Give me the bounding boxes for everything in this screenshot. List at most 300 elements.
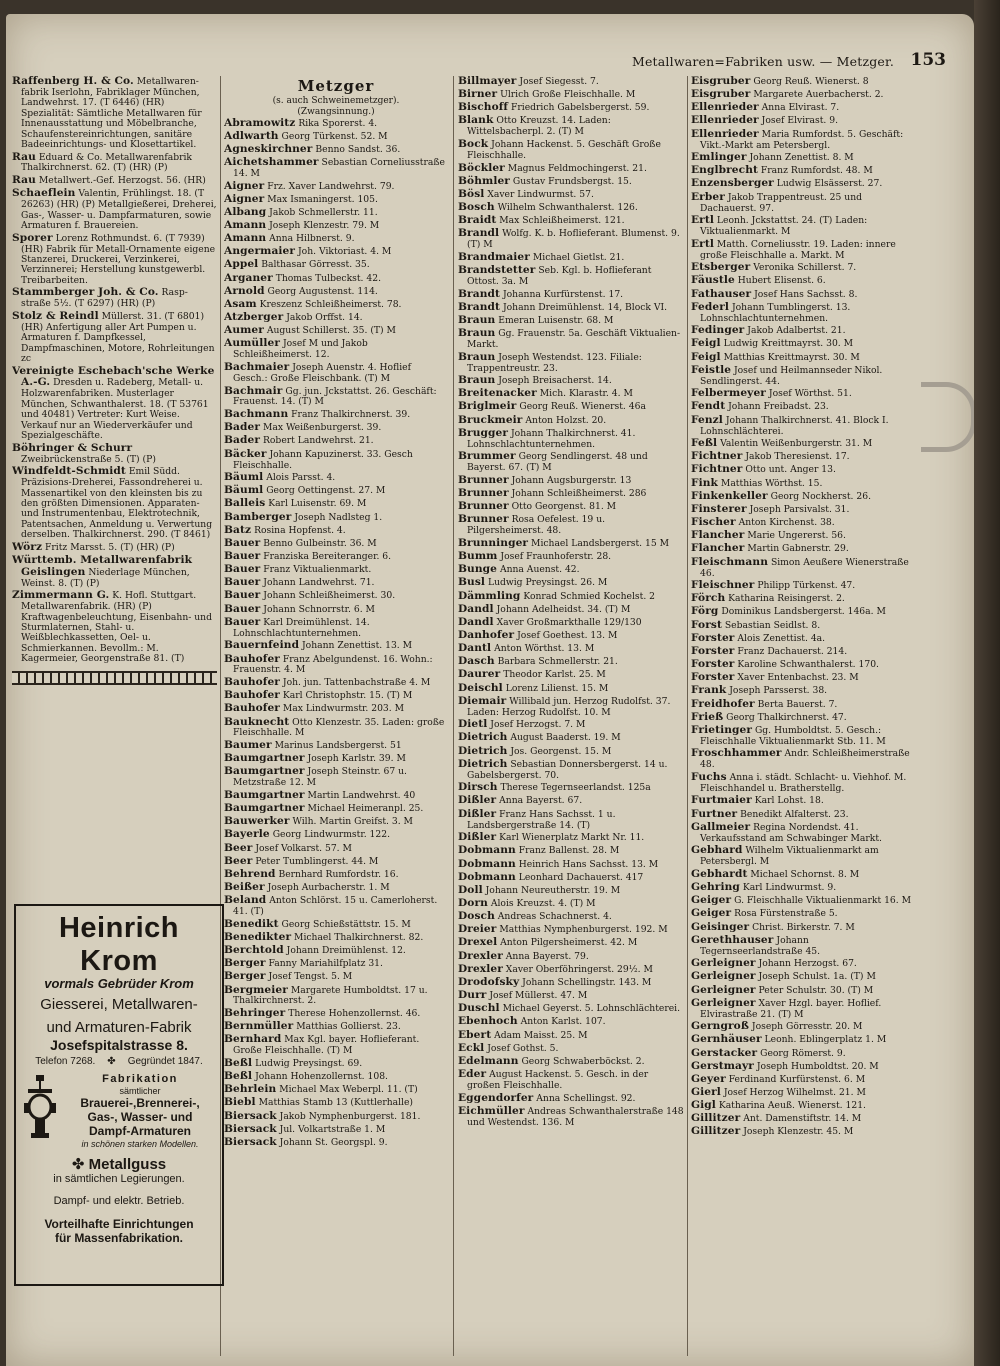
entry-details: Ant. Damenstiftstr. 14. M [743,1113,862,1125]
directory-entry [691,869,911,881]
directory-entry [224,958,448,970]
entry-details: Georg Augustenst. 114. [267,285,378,297]
entry-name: Gillitzer [691,1112,741,1125]
entry-name: Forster [691,658,735,671]
entry-details: Zweibrückenstraße 5. (T) (P) [21,453,156,465]
entry-name: Asam [224,297,257,310]
directory-entry [224,325,448,337]
entry-details: Thomas Tulbeckst. 42. [275,272,381,284]
entry-name: Busl [458,576,486,589]
entry-details: Anton Pilgersheimerst. 42. M [500,937,638,949]
directory-entry [224,945,448,957]
entry-details: Josef Wörthst. 51. [768,388,852,400]
entry-details: Georg Oettingenst. 27. M [266,485,386,497]
directory-entry [224,118,448,130]
entry-name: Dämmling [458,589,521,602]
entry-details: Xaver Entenbachst. 23. M [737,672,859,684]
entry-name: Benedikter [224,930,292,943]
entry-details: Johann Schleißheimerst. 30. [263,590,396,602]
directory-entry [691,352,911,364]
entry-name: Dobmann [458,844,516,857]
ad-founded: Gegründet 1847. [127,1055,203,1067]
entry-details: Johann Tumblingerst. 13. Lohnschlachtunternehmen. [700,301,851,324]
entry-name: Bischoff [458,101,509,114]
entry-details: Johann Hohenzollernst. 108. [255,1071,388,1083]
entry-details: Georg Reuß. Wienerst. 46a [519,401,646,413]
entry-details: Wilhelm Schwanthalerst. 126. [497,202,638,214]
entry-name: Aichetshammer [224,156,319,168]
directory-entry [458,683,684,695]
directory-entry [458,832,684,844]
entry-name: Ebenhoch [458,1015,518,1028]
entry-details: Max Lindwurmstr. 203. M [282,703,405,715]
entry-name: Emlinger [691,151,747,164]
entry-name: Brandl [458,227,500,240]
entry-details: Georg Lindwurmstr. 122. [272,829,390,841]
directory-entry [458,1056,684,1068]
entry-details: Peter Schulstr. 30. (T) M [758,984,874,996]
entry-name: Bamberger [224,510,292,523]
directory-entry [224,677,448,689]
entry-name: Feßl [691,437,718,450]
entry-details: Gg. Humboldtst. 5. Gesch.: Fleischhalle Viktualienmarkt Stb. 11. M [700,724,886,747]
entry-details: August Schillerst. 35. (T) M [266,325,396,337]
entry-name: Raffenberg H. & Co. [12,76,134,87]
directory-entry [691,289,911,301]
directory-entry [224,985,448,1007]
entry-name: Feigl [691,350,721,363]
entry-name: Fedinger [691,324,745,337]
entry-name: Aigner [224,192,265,205]
entry-name: Deischl [458,681,503,694]
entry-name: Eichmüller [458,1104,525,1117]
directory-entry [224,299,448,311]
entry-details: Mich. Klarastr. 4. M [539,388,633,400]
directory-entry [224,604,448,616]
entry-details: Rasp-straße 5½. (T 6297) (HR) (P) [21,287,188,310]
directory-entry [458,696,684,718]
entry-details: Johann Adelheidst. 34. (T) M [496,603,631,615]
entry-name: Brunner [458,500,509,513]
directory-entry [12,590,217,664]
entry-name: Fleischmann [691,555,769,568]
entry-name: Dietl [458,718,488,731]
directory-entry [458,501,684,513]
entry-details: Friedrich Gabelsbergerst. 59. [511,102,650,114]
directory-entry [458,911,684,923]
directory-entry [691,415,911,437]
entry-name: Finsterer [691,502,747,515]
section-title: Metzger [297,77,375,95]
directory-entry [224,654,448,676]
entry-name: Dandl [458,615,494,628]
directory-entry [691,152,911,164]
entry-name: Agneskirchner [224,142,313,155]
entry-details: Hubert Elisenst. 6. [737,275,826,287]
directory-entry [224,843,448,855]
entry-name: Edelmann [458,1054,519,1067]
entry-name: Amann [224,232,267,245]
ad-fab-line: Gas-, Wasser- und [87,1110,193,1125]
entry-details: Georg Nockherst. 26. [770,490,871,502]
entry-details: Jakob Nymphenburgerst. 181. [279,1110,421,1122]
entry-details: Berta Bauerst. 7. [757,698,838,710]
entry-details: Willibald jun. Herzog Rudolfst. 37. Laden: Herzog Rudolfst. 10. M [467,695,671,718]
entry-details: Karl Christophstr. 15. (T) M [282,690,413,702]
entry-details: Joseph Steinstr. 67 u. Metzstraße 12. M [233,766,407,789]
entry-name: Fuchs [691,770,727,783]
entry-details: Rosa Fürstenstraße 5. [734,908,838,920]
entry-details: Max Schleißheimerst. 121. [499,215,625,227]
entry-name: Bäuml [224,484,264,497]
entry-name: Bösl [458,187,485,200]
entry-details: Otto Georgenst. 81. M [511,501,617,513]
directory-entry [458,1030,684,1042]
entry-list [12,76,217,665]
entry-details: Joseph Karlstr. 39. M [307,753,406,765]
entry-details: Alois Kreuzst. 4. (T) M [490,897,596,909]
directory-entry [458,451,684,473]
directory-entry [224,882,448,894]
directory-entry [691,262,911,274]
entry-name: Bauknecht [224,715,290,728]
directory-entry [691,672,911,684]
entry-name: Böhmler [458,174,510,187]
entry-details: Joseph Breisacherst. 14. [498,375,612,387]
directory-entry [691,517,911,529]
ad-metallguss [16,1155,222,1173]
directory-entry [12,188,217,231]
entry-details: Johann Kapuzinerst. 33. Gesch Fleischhalle. [233,448,413,471]
directory-entry [691,451,911,463]
entry-details: G. Fleischhalle Viktualienmarkt 16. M [734,895,911,907]
entry-name: Albang [224,205,267,218]
entry-details: K. Hofl. Stuttgart. Metallwarenfabrik. (HR) (P) Kraftwagenbeleuchtung, Eisenbahn- und Sturmlaternen, Stahl- u. Weißblechkassetten, Oel- u. Schmierkannen. Bevollm.: M. Kagermeier, Georgenstraße 81. (T) [21,590,212,665]
entry-name: Windfeldt-Schmidt [12,465,126,478]
entry-details: Johann Zenettist. 8. M [749,152,854,164]
paper-clip [921,382,974,452]
entry-name: Aumer [224,324,264,337]
directory-entry [458,428,684,450]
entry-details: Anton Karlst. 107. [520,1016,606,1028]
entry-name: Brugger [458,426,509,439]
flower-icon: ✤ [71,1156,89,1174]
entry-details: Georg Schießstättstr. 15. M [281,918,411,930]
entry-details: Rosina Hopfenst. 4. [254,524,346,536]
entry-name: Dantl [458,642,492,655]
entry-details: Ferdinand Kurfürstenst. 6. M [728,1073,866,1085]
entry-details: Johann Schellingstr. 143. M [522,976,652,988]
entry-name: Bader [224,434,261,447]
entry-list [691,76,911,1138]
entry-details: Johann Dreimühlenst. 12. [286,945,406,957]
directory-entry [691,1113,911,1125]
directory-entry [224,220,448,232]
entry-details: Philipp Türkenst. 47. [757,580,856,592]
entry-name: Furtner [691,807,738,820]
directory-entry [691,89,911,101]
entry-details: August Baaderst. 19. M [510,732,621,744]
directory-entry [458,551,684,563]
directory-entry [691,129,911,151]
directory-entry [691,325,911,337]
directory-entry [458,643,684,655]
entry-name: Beißer [224,881,265,894]
entry-details: Joseph Auenstr. 4. Hoflief Gesch.: Große Fleischbank. (T) M [233,361,411,384]
entry-name: Brunner [458,487,509,500]
running-header [6,50,964,74]
entry-details: Margarete Humboldtst. 17 u. Thalkirchnerst. 2. [233,984,428,1007]
entry-details: Karoline Schwanthalerst. 170. [737,659,879,671]
directory-entry [458,388,684,400]
directory-entry [691,580,911,592]
column-3 [458,76,684,1356]
entry-details: Xaver Hzgl. bayer. Hoflief. Elvirastraße 21. (T) M [700,997,882,1020]
directory-entry [691,401,911,413]
entry-name: Bader [224,421,261,434]
entry-name: Fäustle [691,274,735,287]
directory-entry [458,937,684,949]
entry-name: Furtmaier [691,794,752,807]
entry-name: Gerstacker [691,1046,758,1059]
entry-details: Sebastian Donnersbergerst. 14 u. Gabelsbergerst. 70. [467,758,668,781]
entry-name: Forster [691,644,735,657]
entry-name: Geyer [691,1072,726,1085]
directory-entry [458,375,684,387]
entry-details: Anton Wörthst. 13. M [494,643,595,655]
entry-list [224,118,448,1149]
directory-entry [458,977,684,989]
entry-name: Dietrich [458,757,508,770]
entry-details: Christ. Birkerstr. 7. M [752,921,855,933]
entry-details: Valentin, Frühlingst. 18. (T 26263) (HR) (P) Metallgießerei, Dreherei, Gas-, Wasser- u. Dampfarmaturen, sowie Armaturen f. Brauereien. [21,188,217,231]
column-1 [12,76,217,884]
entry-details: Katharina Reisingerst. 2. [728,593,845,605]
directory-entry [12,175,217,187]
entry-name: Ellenrieder [691,101,759,114]
directory-entry [691,822,911,844]
directory-entry [458,591,684,603]
entry-name: Bayerle [224,828,270,841]
entry-name: Berger [224,970,266,983]
entry-details: Jul. Volkartstraße 1. M [279,1123,386,1135]
entry-name: Gerleigner [691,957,756,970]
entry-details: Franziska Bereiteranger. 6. [263,551,392,563]
valve-icon [22,1073,58,1143]
entry-name: Bauer [224,563,261,576]
entry-name: Berger [224,957,266,970]
entry-details: Xaver Großmarkthalle 129/130 [496,616,642,628]
directory-entry [224,273,448,285]
entry-name: Stolz & Reindl [12,309,99,322]
ornament-divider [12,671,217,685]
directory-entry [224,525,448,537]
entry-name: Eckl [458,1041,485,1054]
directory-entry [224,740,448,752]
entry-name: Eisgruber [691,76,751,87]
entry-details: Joseph Aurbacherstr. 1. M [267,882,390,894]
entry-name: Geiger [691,894,732,907]
directory-entry [458,564,684,576]
entry-details: Martin Gabnerstr. 29. [747,543,849,555]
entry-name: Gebhardt [691,867,748,880]
entry-details: Wilhelm Viktualienmarkt am Petersbergl. M [700,845,879,868]
directory-entry [691,438,911,450]
entry-name: Behrend [224,867,276,880]
entry-details: Georg Türkenst. 52. M [281,130,388,142]
entry-details: Joseph Klenzestr. 79. M [269,220,380,232]
entry-name: Eisgruber [691,88,751,101]
directory-entry [691,795,911,807]
directory-entry [224,577,448,589]
entry-details: Anton Holzst. 20. [525,414,607,426]
entry-name: Bachmann [224,408,289,421]
entry-details: Magnus Feldmochingerst. 21. [507,162,647,174]
directory-entry [458,964,684,976]
directory-entry [458,990,684,1002]
entry-details: Johann Thalkirchnerst. 41. Block I. Lohnschlächterei. [700,414,889,437]
entry-name: Bauhofer [224,676,280,689]
entry-details: Max Weißenburgerst. 39. [262,422,382,434]
entry-details: Wolfg. K. b. Hoflieferant. Blumenst. 9. (T) M [467,228,680,251]
entry-details: Franz Thalkirchnerst. 39. [291,409,411,421]
directory-entry [224,717,448,739]
entry-details: Anton Kirchenst. 38. [738,517,835,529]
entry-details: Karl Lohst. 18. [754,795,824,807]
entry-details: Franz Ballenst. 28. M [518,845,620,857]
entry-details: Otto Klenzestr. 35. Laden: große Fleischhalle. M [233,716,445,739]
directory-entry [224,538,448,550]
entry-details: Gustav Frundsbergst. 15. [512,175,632,187]
entry-details: Leonh. Eblingerplatz 1. M [764,1034,887,1046]
ad-line: Giesserei, Metallwaren- [40,996,198,1013]
entry-details: Xaver Oberföhringerst. 29½. M [505,963,653,975]
entry-details: Barbara Schmellerstr. 21. [497,656,618,668]
directory-entry [224,181,448,193]
entry-details: Dominikus Landsbergerst. 146a. M [721,606,886,618]
entry-details: Josef Herzog Wilhelmst. 21. M [723,1087,866,1099]
entry-details: Max Ismaningerst. 105. [267,193,378,205]
entry-name: Braun [458,313,496,326]
directory-entry [691,998,911,1020]
entry-details: Joseph Westendst. 123. Filiale: Trappentreustr. 23. [467,351,642,374]
entry-name: Durr [458,989,487,1002]
entry-details: Johann Neureutherstr. 19. M [485,884,621,896]
directory-entry [458,656,684,668]
entry-details: Ludwig Elsässerst. 27. [776,178,883,190]
entry-name: Gigl [691,1099,716,1112]
entry-details: Josef Volkarst. 57. M [255,842,352,854]
directory-entry [458,872,684,884]
entry-name: Duschl [458,1002,500,1015]
entry-name: Bernmüller [224,1020,294,1033]
directory-entry [691,659,911,671]
entry-name: Förch [691,592,726,605]
entry-details: Karl Lindwurmst. 9. [742,882,837,894]
entry-name: Fischer [691,516,736,529]
entry-details: Adam Maisst. 25. M [494,1029,588,1041]
directory-entry [224,1071,448,1083]
entry-details: Joseph Humboldtst. 20. M [756,1060,879,1072]
directory-entry [224,1137,448,1149]
entry-name: Geisinger [691,920,750,933]
entry-name: Berchtold [224,944,284,957]
directory-entry [224,932,448,944]
entry-details: Frz. Xaver Landwehrst. 79. [267,180,395,192]
entry-name: Daurer [458,668,501,681]
entry-details: Bernhard Rumfordstr. 16. [278,868,399,880]
entry-details: Josef Goethest. 13. M [517,629,618,641]
entry-details: Simon Aeußere Wienerstraße 46. [700,556,909,579]
entry-name: Ertl [691,237,714,250]
entry-details: Joh. Viktoriast. 4. M [298,246,392,258]
directory-entry [458,302,684,314]
entry-details: Sebastian Corneliusstraße 14. M [233,157,445,179]
entry-name: Gallmeier [691,820,751,833]
entry-name: Rau [12,150,36,163]
entry-details: Veronika Schillerst. 7. [753,262,857,274]
entry-name: Froschhammer [691,747,782,760]
entry-name: Brandmaier [458,250,530,263]
directory-entry [458,630,684,642]
directory-entry [691,1048,911,1060]
entry-name: Bäuml [224,471,264,484]
directory-entry [691,543,911,555]
entry-name: Dandl [458,602,494,615]
directory-entry [224,1111,448,1123]
entry-details: Otto Kreuzst. 14. Laden: Wittelsbacherpl. 2. (T) M [467,115,611,138]
directory-entry [224,690,448,702]
entry-name: Brummer [458,450,516,463]
entry-name: Gebhard [691,844,743,857]
entry-name: Fathauser [691,287,752,300]
entry-name: Gehring [691,881,740,894]
entry-name: Arnold [224,284,265,297]
directory-entry [691,1100,911,1112]
ad-telefon-text: Telefon 7268. [35,1055,96,1067]
directory-entry [458,514,684,536]
entry-name: Batz [224,523,252,536]
directory-entry [458,577,684,589]
entry-name: Bauer [224,550,261,563]
entry-name: Aumüller [224,337,281,350]
directory-entry [458,1106,684,1128]
entry-details: Johann Zenettist. 13. M [302,640,413,652]
entry-name: Gerleigner [691,996,756,1009]
directory-entry [458,538,684,550]
entry-name: Gerethhauser [691,933,774,946]
entry-name: Freidhofer [691,697,755,710]
entry-details: Johann Freibadst. 23. [728,401,829,413]
directory-entry [12,555,217,589]
entry-details: Katharina Aeuß. Wienerst. 121. [718,1100,866,1112]
directory-entry [458,415,684,427]
entry-name: Ebert [458,1028,492,1041]
directory-entry [458,401,684,413]
entry-name: Vereinigte Eschebach'sche Werke A.-G. [12,364,215,389]
entry-name: Bauer [224,576,261,589]
directory-page [6,14,974,1366]
directory-entry [224,1058,448,1070]
entry-details: Therese Hohenzollernst. 46. [288,1008,421,1020]
entry-details: Emil Südd. Präzisions-Dreherei, Fassondreherei u. Massenartikel von den kleinsten bis zu den größten Dimensionen. Apparaten- und Instrumentenbau, Elektrotechnik, Patentsachen, Anmeldung u. Verwertung derselben. Thalkirchnerst. 290. (T 8461) [21,466,213,541]
entry-details: Georg Sendlingerst. 48 und Bayerst. 67. (T) M [467,451,648,474]
entry-details: Anna Auenst. 42. [499,564,580,576]
directory-entry [224,286,448,298]
entry-name: Gerleigner [691,970,756,983]
directory-entry [224,362,448,384]
directory-entry [224,1097,448,1109]
